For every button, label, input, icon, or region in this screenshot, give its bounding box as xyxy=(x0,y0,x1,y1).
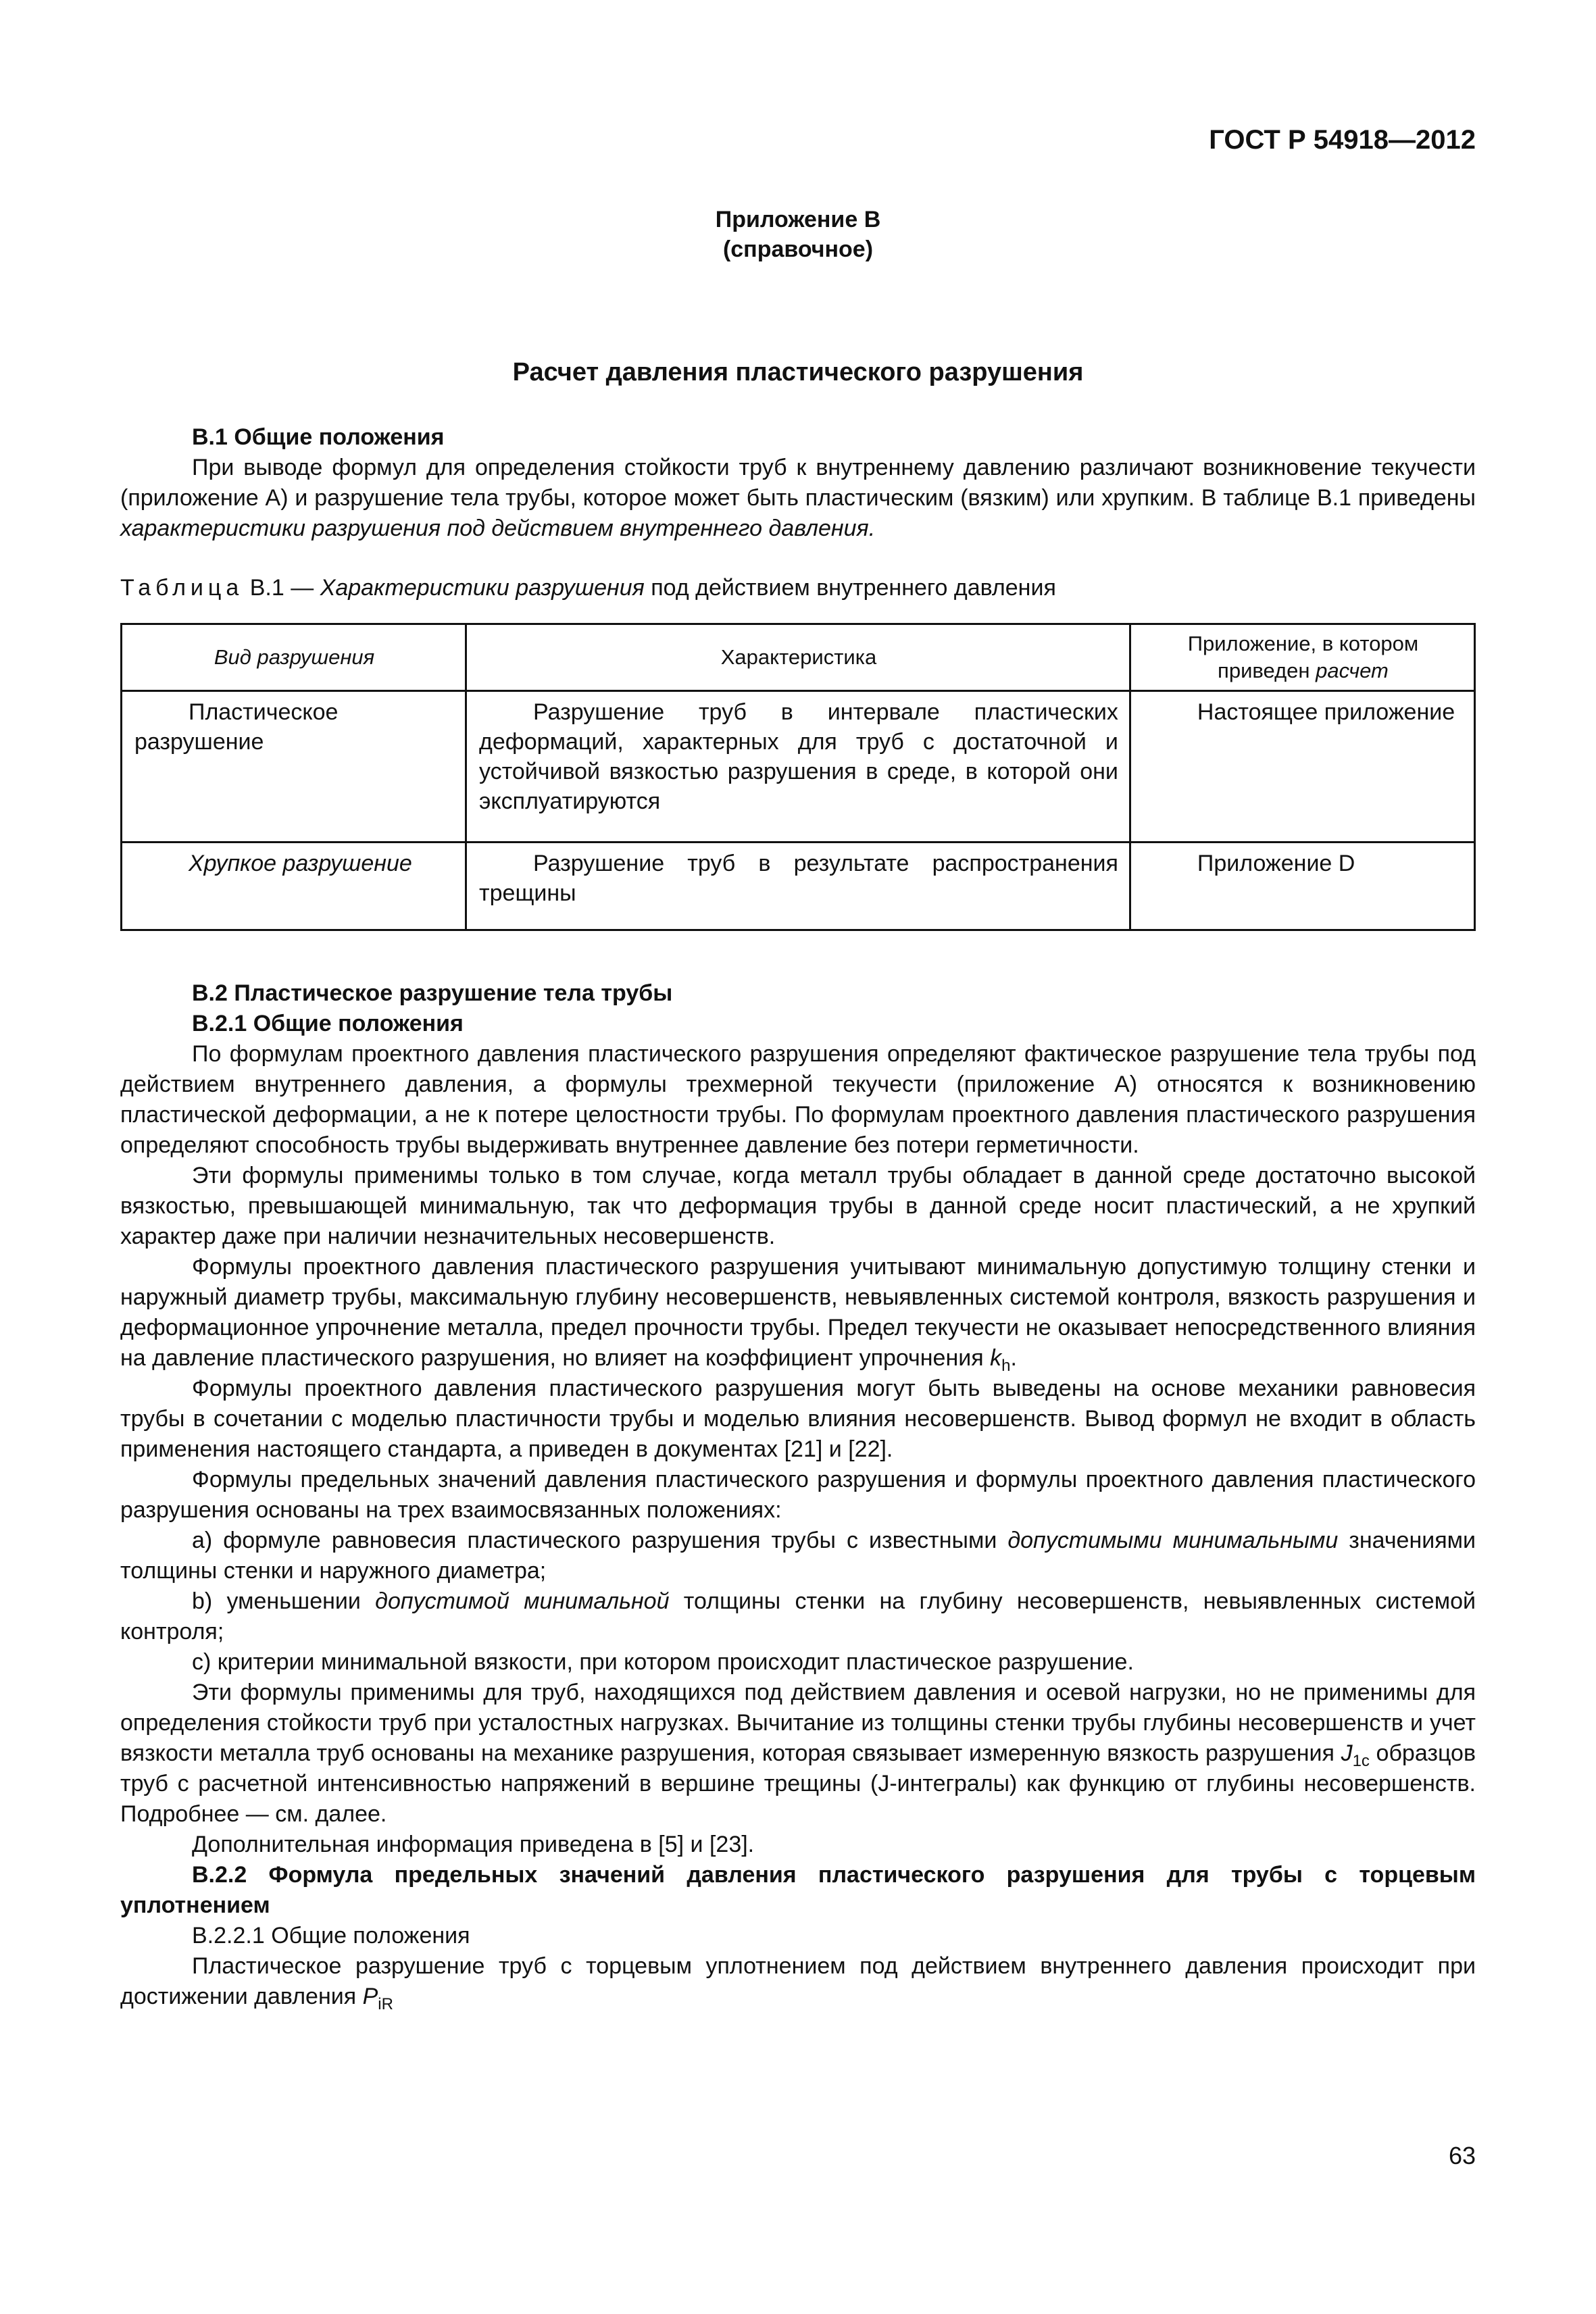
fracture-characteristics-table xyxy=(120,623,1476,931)
list-item: c) критерии минимальной вязкости, при котором происходит пластическое разрушение. xyxy=(192,1649,1134,1675)
paragraph xyxy=(120,1678,1476,1830)
text-run: значениями толщины стенки и наружного диаметра; xyxy=(120,1528,1476,1584)
paragraph xyxy=(120,1252,1476,1374)
list-item xyxy=(120,1526,1476,1586)
text-run: . xyxy=(1010,1345,1017,1371)
section-b1-heading: В.1 Общие положения xyxy=(192,424,445,450)
paragraph: Формулы проектного давления пластического разрушения могут быть выведены на основе механики равновесия трубы в сочетании с моделью пластичности трубы и моделью влияния несовершенств. Вывод формул не входит в область применения настоящего стандарта, а приведен в документах [21] и [22]. xyxy=(120,1376,1476,1462)
table-row xyxy=(122,842,1475,930)
annex-label: Приложение В xyxy=(715,207,881,232)
header-annex xyxy=(1130,624,1474,691)
text-run: образцов труб с расчетной интенсивностью напряжений в вершине трещины (J-интегралы) как функцию от глубины несовершенств. Подробнее — см. далее. xyxy=(120,1740,1476,1827)
variable: P xyxy=(362,1984,378,2009)
cell-fracture-type: Пластическое разрушение xyxy=(122,691,466,842)
subscript: h xyxy=(1001,1356,1011,1375)
text-run: толщины стенки на глубину несовершенств, невыявленных системой контроля; xyxy=(120,1588,1476,1644)
cell-fracture-type: Хрупкое разрушение xyxy=(122,842,466,930)
text-run: Формулы проектного давления пластического разрушения учитывают минимальную допустимую толщину стенки и наружный диаметр трубы, максимальную глубину несовершенств, невыявленных системой контроля, вязкость разрушения и деформационное упрочнение металла, предел прочности трубы. Предел текучести не оказывает непосредственного влияния на давление пластического разрушения, но влияет на коэффициент упрочнения xyxy=(120,1254,1476,1371)
text-run: Приложение, в котором приведен xyxy=(1187,632,1419,682)
section-b221-heading: В.2.2.1 Общие положения xyxy=(192,1923,470,1948)
caption-rest: под действием внутреннего давления xyxy=(644,575,1056,601)
caption-label: Таблица xyxy=(120,575,244,601)
section-b1 xyxy=(120,422,1476,544)
section-b22-heading: В.2.2 Формула предельных значений давления пластического разрушения для трубы с торцевым уплотнением xyxy=(120,1862,1476,1918)
text-run: Пластическое разрушение труб с торцевым уплотнением под действием внутреннего давления происходит при достижении давления xyxy=(120,1953,1476,2009)
cell-characteristic: Разрушение труб в результате распространения трещины xyxy=(466,842,1130,930)
text-run: a) формуле равновесия пластического разрушения трубы с известными xyxy=(192,1528,1008,1553)
section-b2-heading: В.2 Пластическое разрушение тела трубы xyxy=(192,980,673,1006)
cell-annex: Настоящее приложение xyxy=(1130,691,1474,842)
cell-annex: Приложение D xyxy=(1130,842,1474,930)
paragraph: Эти формулы применимы только в том случае, когда металл трубы обладает в данной среде достаточно высокой вязкостью, превышающей минимальную, так что деформация трубы в данной среде носит пластический, а не хрупкий характер даже при наличии незначительных несовершенств. xyxy=(120,1163,1476,1249)
subscript: 1c xyxy=(1352,1751,1370,1770)
annex-type: (справочное) xyxy=(722,236,874,262)
header-characteristic: Характеристика xyxy=(466,624,1130,691)
text-run-italic: характеристики разрушения под действием внутреннего давления. xyxy=(120,515,876,541)
section-b21-heading: В.2.1 Общие положения xyxy=(192,1011,464,1036)
annex-heading xyxy=(0,205,1596,264)
page-number: 63 xyxy=(1448,2142,1476,2169)
text-run: При выводе формул для определения стойкости труб к внутреннему давлению различают возникновение текучести (приложение А) и разрушение тела трубы, которое может быть пластическим (вязким) или хрупким. В таблице В.1 приведены xyxy=(120,455,1476,511)
caption-italic: Характеристики разрушения xyxy=(320,575,645,601)
variable: k xyxy=(990,1345,1002,1371)
text-run: Эти формулы применимы для труб, находящихся под действием давления и осевой нагрузки, но не применимы для определения стойкости труб при усталостных нагрузках. Вычитание из толщины стенки трубы глубины несовершенств и учет вязкости металла труб основаны на механике разрушения, которая связывает измеренную вязкость разрушения xyxy=(120,1680,1476,1766)
cell-characteristic: Разрушение труб в интервале пластических деформаций, характерных для труб с достаточной и устойчивой вязкостью разрушения в среде, в которой они эксплуатируются xyxy=(466,691,1130,842)
text-run-italic: допустимыми минимальными xyxy=(1007,1528,1339,1553)
paragraph: Дополнительная информация приведена в [5] и [23]. xyxy=(192,1832,755,1857)
paragraph: Формулы предельных значений давления пластического разрушения и формулы проектного давления пластического разрушения основаны на трех взаимосвязанных положениях: xyxy=(120,1467,1476,1523)
header-fracture-type: Вид разрушения xyxy=(122,624,466,691)
section-b1-paragraph xyxy=(120,453,1476,544)
caption-number: В.1 — xyxy=(243,575,320,601)
annex-title: Расчет давления пластического разрушения xyxy=(512,358,1084,386)
document-id-header: ГОСТ Р 54918—2012 xyxy=(1209,125,1476,155)
text-run-italic: допустимой минимальной xyxy=(375,1588,670,1614)
paragraph xyxy=(120,1951,1476,2012)
list-item xyxy=(120,1586,1476,1647)
variable: J xyxy=(1341,1740,1353,1766)
table-row xyxy=(122,691,1475,842)
text-run-italic: расчет xyxy=(1316,659,1389,682)
table-header-row xyxy=(122,624,1475,691)
text-run: b) уменьшении xyxy=(192,1588,376,1614)
section-b2 xyxy=(120,978,1476,2012)
paragraph: По формулам проектного давления пластического разрушения определяют фактическое разрушение тела трубы под действием внутреннего давления, а формулы трехмерной текучести (приложение А) относятся к возникновению пластической деформации, а не к потере целостности трубы. По формулам проектного давления пластического разрушения определяют способность трубы выдерживать внутреннее давление без потери герметичности. xyxy=(120,1041,1476,1158)
table-caption xyxy=(120,573,1476,603)
subscript: iR xyxy=(378,1994,393,2013)
